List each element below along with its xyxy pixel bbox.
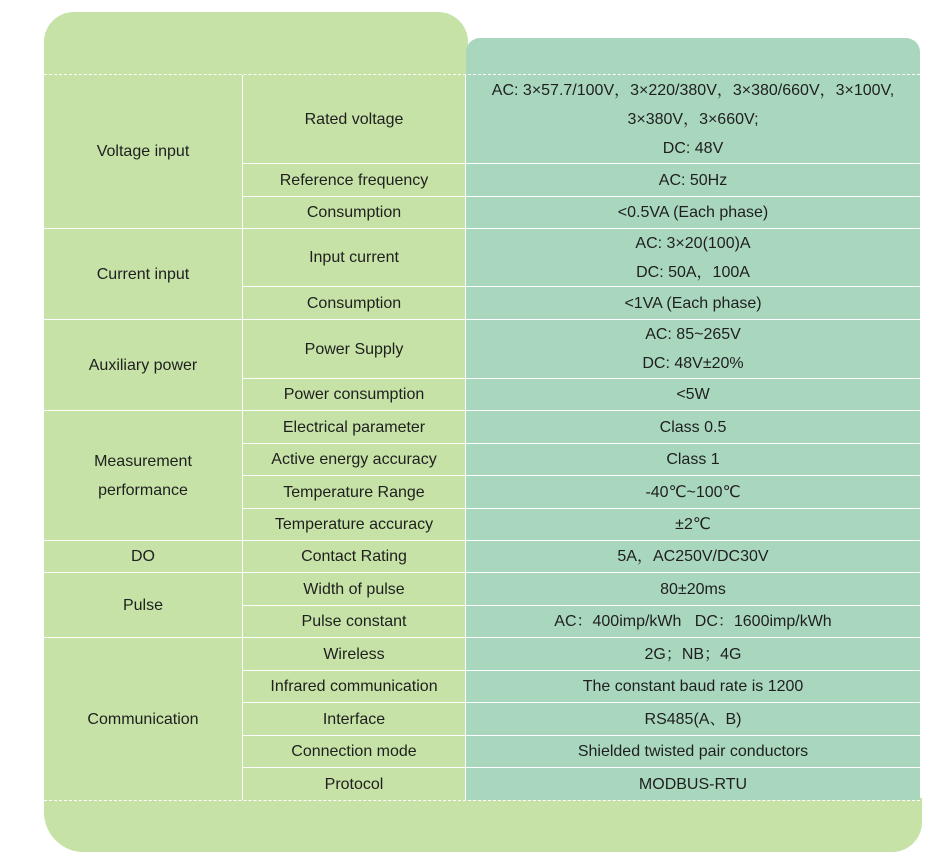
value-line: 3×380V，3×660V;: [627, 110, 759, 128]
value-connection-mode: [466, 735, 920, 767]
param-label: Input current: [309, 249, 399, 266]
value-rated-voltage: [466, 75, 920, 163]
param-label: Interface: [322, 710, 386, 728]
param-label: Contact Rating: [301, 548, 407, 565]
param-pulse-constant: [243, 605, 466, 637]
value-text: <5W: [676, 386, 710, 403]
param-label: Pulse constant: [301, 613, 407, 630]
value-current-consumption: [466, 286, 920, 319]
value-power-consumption: [466, 378, 920, 410]
value-line: DC: 48V±20%: [642, 355, 744, 372]
param-width-of-pulse: [243, 572, 466, 605]
param-label: Consumption: [306, 204, 402, 221]
specification-table: [44, 74, 920, 801]
value-infrared-communication: [466, 670, 920, 702]
group-voltage-input: [44, 75, 243, 228]
value-text: 80±20ms: [660, 580, 726, 598]
value-text: 5A，AC250V/DC30V: [617, 548, 769, 565]
value-line: DC: 50A，100A: [636, 263, 750, 281]
value-wireless: [466, 637, 920, 670]
value-pulse-constant: [466, 605, 920, 637]
value-protocol: [466, 767, 920, 800]
group-label: performance: [98, 481, 188, 499]
param-label: Reference frequency: [279, 171, 429, 189]
param-active-energy-accuracy: [243, 443, 466, 475]
param-current-consumption: [243, 286, 466, 319]
group-pulse: [44, 572, 243, 637]
value-width-of-pulse: [466, 572, 920, 605]
group-label: Auxiliary power: [88, 356, 198, 374]
value-contact-rating: [466, 540, 920, 572]
value-interface: [466, 702, 920, 735]
group-current-input: [44, 228, 243, 319]
value-line: AC: 3×57.7/100V，3×220/380V，3×380/660V，3×100V,: [491, 81, 895, 99]
param-temperature-accuracy: [243, 508, 466, 540]
param-label: Width of pulse: [303, 580, 405, 598]
value-text: AC: 50Hz: [658, 171, 728, 189]
param-reference-frequency: [243, 163, 466, 196]
value-text: <1VA (Each phase): [624, 294, 762, 312]
group-measurement-performance: [44, 410, 243, 540]
group-label: Measurement: [94, 452, 192, 470]
param-power-supply: [243, 319, 466, 378]
group-label: Pulse: [122, 596, 164, 614]
value-electrical-parameter: [466, 410, 920, 443]
param-label: Power consumption: [283, 386, 425, 403]
value-line: AC: 85~265V: [645, 326, 741, 343]
param-label: Connection mode: [291, 743, 417, 760]
value-voltage-consumption: [466, 196, 920, 228]
param-label: Power Supply: [304, 340, 404, 358]
param-label: Temperature Range: [283, 483, 425, 501]
param-power-consumption: [243, 378, 466, 410]
value-line: AC: 3×20(100)A: [635, 234, 751, 252]
param-label: Temperature accuracy: [274, 516, 434, 533]
value-line: DC: 48V: [662, 139, 724, 157]
group-do: [44, 540, 243, 572]
value-temperature-accuracy: [466, 508, 920, 540]
value-active-energy-accuracy: [466, 443, 920, 475]
param-electrical-parameter: [243, 410, 466, 443]
param-label: Electrical parameter: [282, 418, 426, 436]
param-label: Wireless: [323, 645, 385, 663]
param-label: Active energy accuracy: [271, 451, 437, 468]
value-text: -40℃~100℃: [645, 483, 741, 501]
bottom-panel-background: [44, 798, 922, 852]
param-wireless: [243, 637, 466, 670]
param-label: Consumption: [306, 294, 402, 312]
param-label: Protocol: [324, 775, 384, 793]
group-label: DO: [131, 548, 155, 565]
param-protocol: [243, 767, 466, 800]
group-label: Current input: [96, 265, 190, 283]
value-text: Class 0.5: [659, 418, 727, 436]
value-text: MODBUS-RTU: [638, 775, 748, 793]
value-text: AC：400imp/kWh DC：1600imp/kWh: [554, 613, 832, 630]
param-input-current: [243, 228, 466, 286]
param-infrared-communication: [243, 670, 466, 702]
param-rated-voltage: [243, 75, 466, 163]
value-text: The constant baud rate is 1200: [582, 678, 804, 695]
value-text: Shielded twisted pair conductors: [577, 743, 809, 760]
param-label: Rated voltage: [304, 110, 404, 128]
value-temperature-range: [466, 475, 920, 508]
value-text: RS485(A、B): [644, 710, 742, 728]
param-interface: [243, 702, 466, 735]
group-auxiliary-power: [44, 319, 243, 410]
value-reference-frequency: [466, 163, 920, 196]
group-label: Voltage input: [96, 143, 190, 160]
param-voltage-consumption: [243, 196, 466, 228]
value-text: ±2℃: [675, 516, 711, 533]
value-text: Class 1: [666, 451, 720, 468]
value-power-supply: [466, 319, 920, 378]
value-text: <0.5VA (Each phase): [617, 204, 769, 221]
value-text: 2G；NB；4G: [644, 645, 742, 663]
group-communication: [44, 637, 243, 800]
group-label: Communication: [87, 710, 199, 728]
param-label: Infrared communication: [270, 678, 438, 695]
param-connection-mode: [243, 735, 466, 767]
value-input-current: [466, 228, 920, 286]
param-contact-rating: [243, 540, 466, 572]
param-temperature-range: [243, 475, 466, 508]
